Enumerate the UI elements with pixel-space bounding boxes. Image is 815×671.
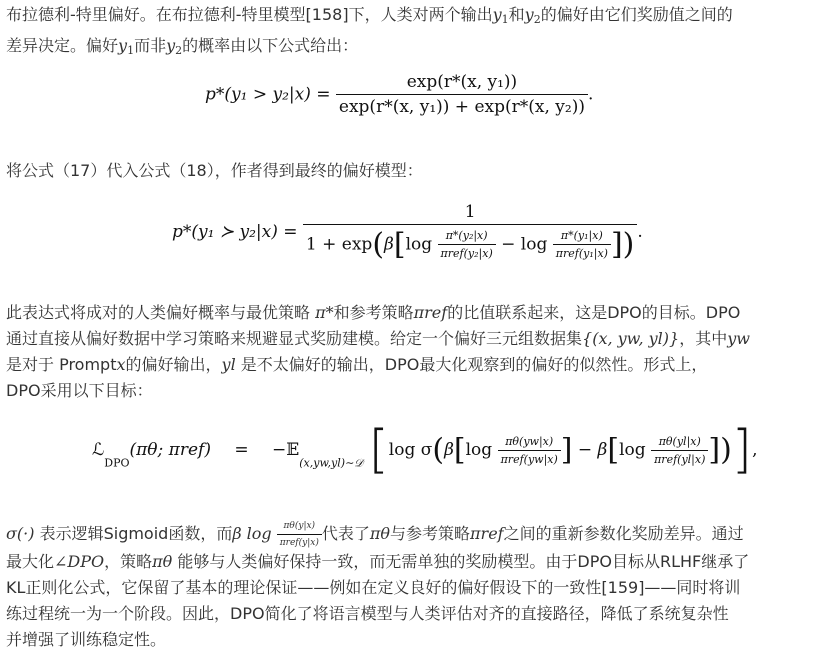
eq1-numerator: exp(r*(x, y₁)) — [336, 72, 588, 95]
text-line: KL正则化公式，它保留了基本的理论保证——例如在定义良好的偏好假设下的一致性[159]——同时将训 — [6, 578, 741, 597]
paragraph-dpo-objective — [6, 300, 806, 404]
text-line: 将公式（17）代入公式（18），作者得到最终的偏好模型： — [6, 161, 423, 180]
text-line: 布拉德利-特里偏好。在布拉德利-特里模型[158]下，人类对两个输出$y_1$和$y_2$的偏好由它们奖励值之间的 — [6, 5, 733, 26]
text-line: 此表达式将成对的人类偏好概率与最优策略 π*和参考策略πref的比值联系起来，这是DPO的目标。DPO — [6, 303, 741, 322]
eq2-ratio-1: $\frac{\text{π*(y₂|x)}}{\text{πref(y₂|x)}}$ — [438, 229, 496, 260]
equation-dpo-loss: ℒ$_{DPO}$(πθ; πref) = −𝔼$_{(x,yw,yl)\sim 𝒟}$ [log σ(β[log $\frac{\pi\theta(yw|x)}{\text{πref(yw|x)}}$ ] − β[log $\frac{\pi\theta(yl|x)}{\text{πref(yl|x)}}$ ])], — [92, 420, 758, 480]
text-line: 差异决定。偏好$y_1$而非$y_2$的概率由以下公式给出： — [6, 36, 359, 57]
eq2-lhs: p*(y₁ ≻ y₂|x) = — [172, 222, 298, 242]
text-line: 练过程统一为一个阶段。因此，DPO简化了将语言模型与人类评估对齐的直接路径，降低了系统复杂性 — [6, 604, 729, 623]
eq3-ratio-1: $\frac{\pi\theta(yw|x)}{\text{πref(yw|x)}}$ — [498, 435, 561, 466]
text-line: 并增强了训练稳定性。 — [6, 630, 167, 649]
text-line: 最大化∠DPO，策略πθ 能够与人类偏好保持一致，而无需单独的奖励模型。由于DPO目标从RLHF继承了 — [6, 552, 750, 571]
paragraph-substitution — [6, 158, 806, 184]
equation-preference-model — [172, 202, 643, 262]
eq2-denominator: 1 + exp(β[log $\frac{\text{π*(y₂|x)}}{\text{πref(y₂|x)}}$ − log $\frac{\text{π*(y₁|x)}}{\text{πref(y₁|x)}}$ ]) — [305, 227, 635, 262]
text-line: σ(·) 表示逻辑Sigmoid函数，而β log $\frac{\pi\theta(y|x)}{\text{πref(y|x)}}$ 代表了πθ与参考策略πref之间的重新参数化奖励差异。通过 — [6, 521, 744, 548]
text-line: 通过直接从偏好数据中学习策略来规避显式奖励建模。给定一个偏好三元组数据集{(x, yw, yl)}，其中yw — [6, 329, 750, 348]
eq2-ratio-2: $\frac{\text{π*(y₁|x)}}{\text{πref(y₁|x)}}$ — [553, 229, 611, 260]
eq3-ratio-2: $\frac{\pi\theta(yl|x)}{\text{πref(yl|x)}}$ — [651, 435, 708, 466]
eq2-fraction — [303, 202, 637, 262]
paragraph-dpo-explanation — [6, 520, 806, 653]
eq1-denominator: exp(r*(x, y₁)) + exp(r*(x, y₂)) — [338, 97, 585, 117]
eq1-lhs: p*(y₁ > y₂|x) = — [205, 84, 331, 105]
paragraph-bradley-terry — [6, 2, 806, 64]
equation-bradley-terry — [205, 72, 593, 117]
text-line: 是对于 Promptx的偏好输出，yl 是不太偏好的输出，DPO最大化观察到的偏好的似然性。形式上， — [6, 355, 708, 374]
eq1-fraction — [336, 72, 588, 117]
eq2-numerator: 1 — [303, 202, 637, 225]
eq1-period: . — [587, 84, 594, 105]
p4-ratio: $\frac{\pi\theta(y|x)}{\text{πref(y|x)}}$ — [277, 520, 322, 549]
text-line: DPO采用以下目标： — [6, 381, 153, 400]
eq2-period: . — [637, 222, 643, 242]
